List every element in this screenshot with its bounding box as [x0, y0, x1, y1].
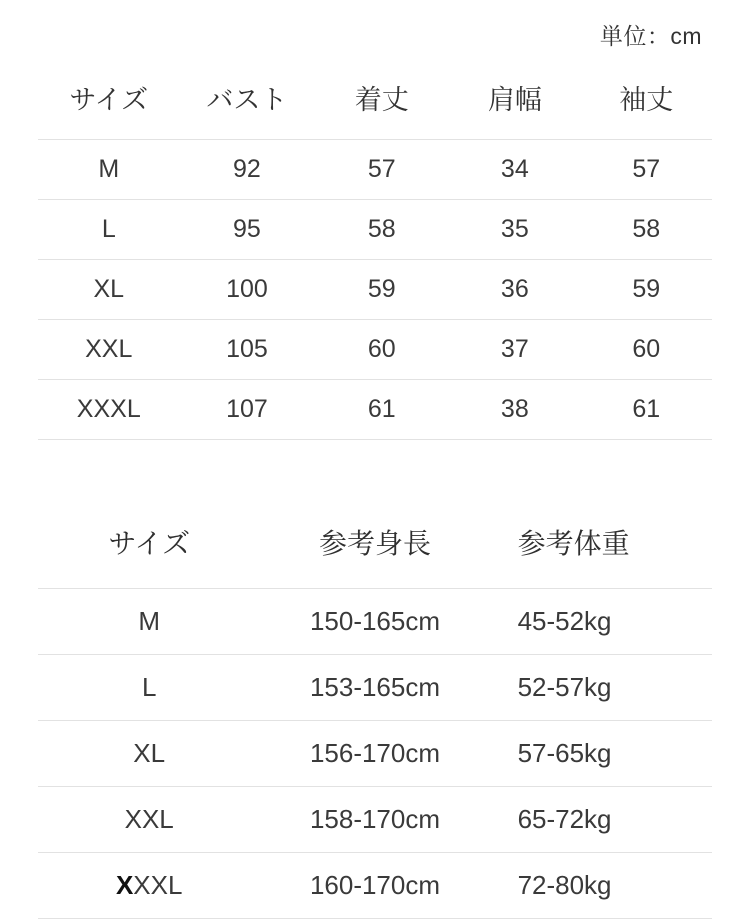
cell-sleeve: 61 — [632, 395, 661, 423]
cell-weight: 72-80kg — [517, 870, 612, 900]
table-row — [38, 200, 712, 260]
cell-size: XXXL — [76, 395, 141, 423]
reference-table-body — [38, 589, 712, 919]
measurements-table — [38, 72, 712, 440]
cell-bust: 100 — [226, 275, 268, 303]
cell-size: XL — [133, 738, 166, 768]
cell-weight: 57-65kg — [517, 738, 612, 768]
measurements-table-container — [38, 72, 712, 440]
cell-height: 160-170cm — [309, 870, 441, 900]
table-row — [38, 853, 712, 919]
reference-table-container — [38, 518, 712, 919]
cell-size: XXXL — [115, 870, 183, 900]
cell-sleeve: 59 — [632, 275, 661, 303]
cell-size: L — [141, 672, 157, 702]
cell-weight: 52-57kg — [517, 672, 612, 702]
cell-shoulder: 36 — [500, 275, 529, 303]
table-row — [38, 140, 712, 200]
cell-size: XL — [93, 275, 125, 303]
cell-length: 59 — [367, 275, 396, 303]
table-row — [38, 787, 712, 853]
cell-sleeve: 58 — [632, 215, 661, 243]
table-header-row — [38, 72, 712, 140]
table-header-row — [38, 518, 712, 589]
cell-length: 57 — [367, 155, 396, 183]
reference-table — [38, 518, 712, 919]
cell-weight: 45-52kg — [517, 606, 612, 636]
cell-shoulder: 37 — [500, 335, 529, 363]
column-header-shoulder: 肩幅 — [487, 85, 542, 115]
column-header-reference-weight: 参考体重 — [517, 528, 630, 559]
table-row — [38, 380, 712, 440]
cell-length: 61 — [367, 395, 396, 423]
cell-bust: 95 — [233, 215, 261, 243]
column-header-length: 着丈 — [354, 85, 409, 115]
column-header-sleeve: 袖丈 — [619, 85, 674, 115]
reference-table-header — [38, 518, 712, 589]
table-row — [38, 721, 712, 787]
unit-note: 単位：cm — [599, 23, 702, 49]
table-row — [38, 260, 712, 320]
cell-size: XXL — [85, 335, 133, 363]
column-header-reference-height: 参考身長 — [318, 528, 431, 559]
column-header-size: サイズ — [108, 528, 191, 559]
cell-shoulder: 34 — [500, 155, 529, 183]
cell-sleeve: 60 — [632, 335, 661, 363]
table-row — [38, 589, 712, 655]
cell-height: 156-170cm — [309, 738, 441, 768]
cell-size: L — [101, 215, 116, 243]
measurements-table-header — [38, 72, 712, 140]
column-header-size: サイズ — [69, 85, 149, 115]
cell-sleeve: 57 — [632, 155, 661, 183]
cell-size: M — [138, 606, 161, 636]
cell-bust: 92 — [233, 155, 261, 183]
measurements-table-body — [38, 140, 712, 440]
table-row — [38, 320, 712, 380]
cell-bust: 107 — [226, 395, 268, 423]
table-row — [38, 655, 712, 721]
cell-length: 60 — [367, 335, 396, 363]
cell-length: 58 — [367, 215, 396, 243]
cell-shoulder: 38 — [500, 395, 529, 423]
cell-size: M — [98, 155, 120, 183]
cell-height: 150-165cm — [309, 606, 441, 636]
column-header-bust: バスト — [206, 85, 288, 115]
cell-bust: 105 — [226, 335, 268, 363]
cell-height: 153-165cm — [309, 672, 441, 702]
cell-size: XXL — [124, 804, 174, 834]
cell-shoulder: 35 — [500, 215, 529, 243]
cell-weight: 65-72kg — [517, 804, 612, 834]
cell-height: 158-170cm — [309, 804, 441, 834]
